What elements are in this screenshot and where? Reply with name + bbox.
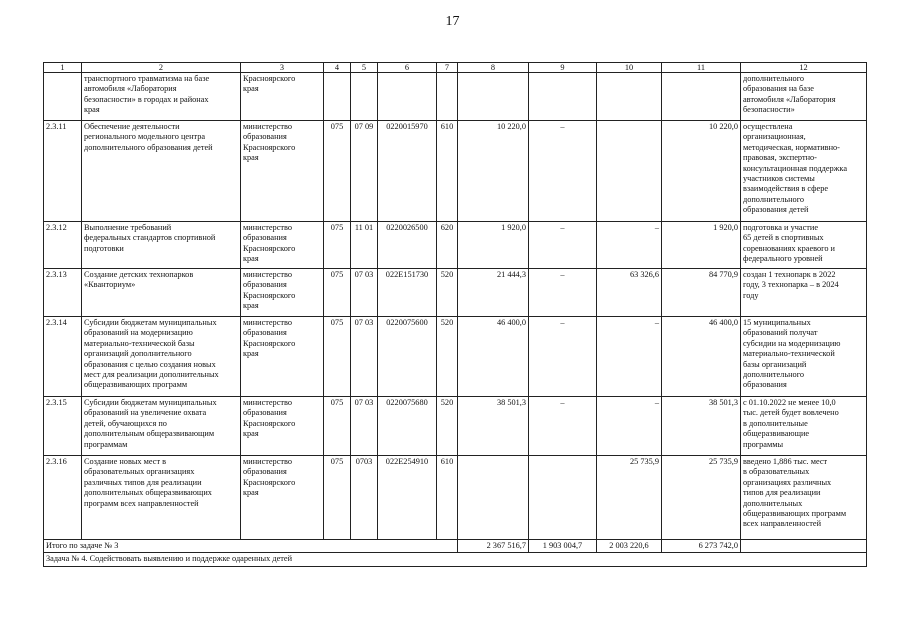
grbs-code: 075 <box>324 121 351 222</box>
column-number: 1 <box>44 63 82 73</box>
total-col-8: 2 367 516,7 <box>458 540 529 553</box>
column-number: 7 <box>437 63 458 73</box>
table-row <box>44 222 867 269</box>
total-col-12 <box>741 540 867 553</box>
amount-col-11: 84 770,9 <box>662 269 741 317</box>
grbs-code: 075 <box>324 222 351 269</box>
expense-type-code: 520 <box>437 269 458 317</box>
amount-col-11: 46 400,0 <box>662 317 741 397</box>
measure-name: Создание новых мест в образовательных организациях различных типов для реализации дополнительных общеразвивающих программ всех направленностей <box>82 456 241 540</box>
measure-name: транспортного травматизма на базе автомобиля «Лаборатория безопасности» в городах и районах края <box>82 73 241 121</box>
amount-col-9: – <box>529 397 597 456</box>
target-item-code: 0220026500 <box>378 222 437 269</box>
amount-col-8: 38 501,3 <box>458 397 529 456</box>
table-row <box>44 73 867 121</box>
table-row <box>44 121 867 222</box>
table-row <box>44 269 867 317</box>
target-item-code: 0220075600 <box>378 317 437 397</box>
column-number: 9 <box>529 63 597 73</box>
expense-type-code: 610 <box>437 121 458 222</box>
section-code: 07 09 <box>351 121 378 222</box>
amount-col-10: 25 735,9 <box>597 456 662 540</box>
column-number: 6 <box>378 63 437 73</box>
column-number: 12 <box>741 63 867 73</box>
executor: Красноярского края <box>241 73 324 121</box>
measure-name: Субсидии бюджетам муниципальных образований на увеличение охвата детей, обучающихся по дополнительным общеразвивающим программам <box>82 397 241 456</box>
amount-col-11: 10 220,0 <box>662 121 741 222</box>
target-item-code: 022E151730 <box>378 269 437 317</box>
expected-result: введено 1,886 тыс. мест в образовательных организациях различных типов для реализации дополнительных общеразвивающих программ всех направленностей <box>741 456 867 540</box>
measure-name: Выполнение требований федеральных стандартов спортивной подготовки <box>82 222 241 269</box>
section-code: 07 03 <box>351 397 378 456</box>
grbs-code: 075 <box>324 317 351 397</box>
column-number: 11 <box>662 63 741 73</box>
executor: министерство образования Красноярского края <box>241 317 324 397</box>
section-code: 11 01 <box>351 222 378 269</box>
program-table <box>43 62 867 567</box>
amount-col-10: – <box>597 222 662 269</box>
measure-number: 2.3.14 <box>44 317 82 397</box>
measure-number: 2.3.15 <box>44 397 82 456</box>
measure-number: 2.3.12 <box>44 222 82 269</box>
expense-type-code: 520 <box>437 317 458 397</box>
amount-col-9: – <box>529 222 597 269</box>
section-code <box>351 73 378 121</box>
measure-number <box>44 73 82 121</box>
amount-col-8: 10 220,0 <box>458 121 529 222</box>
expected-result: подготовка и участие 65 детей в спортивных соревнованиях краевого и федерального уровней <box>741 222 867 269</box>
amount-col-11: 1 920,0 <box>662 222 741 269</box>
expected-result: 15 муниципальных образований получат субсидии на модернизацию материально-технической базы организаций дополнительного образования <box>741 317 867 397</box>
amount-col-9: – <box>529 121 597 222</box>
measure-name: Создание детских технопарков «Кванториум» <box>82 269 241 317</box>
table-row <box>44 317 867 397</box>
amount-col-8 <box>458 73 529 121</box>
expense-type-code: 620 <box>437 222 458 269</box>
executor: министерство образования Красноярского края <box>241 269 324 317</box>
expected-result: с 01.10.2022 не менее 10,0 тыс. детей будет вовлечено в дополнительные общеразвивающие программы <box>741 397 867 456</box>
column-number: 2 <box>82 63 241 73</box>
grbs-code: 075 <box>324 456 351 540</box>
amount-col-10 <box>597 73 662 121</box>
column-number-row <box>44 63 867 73</box>
expense-type-code: 610 <box>437 456 458 540</box>
target-item-code <box>378 73 437 121</box>
amount-col-11 <box>662 73 741 121</box>
total-col-9: 1 903 004,7 <box>529 540 597 553</box>
amount-col-9: – <box>529 317 597 397</box>
expense-type-code <box>437 73 458 121</box>
executor: министерство образования Красноярского края <box>241 222 324 269</box>
expense-type-code: 520 <box>437 397 458 456</box>
executor: министерство образования Красноярского края <box>241 397 324 456</box>
amount-col-10: 63 326,6 <box>597 269 662 317</box>
target-item-code: 022E254910 <box>378 456 437 540</box>
amount-col-9: – <box>529 269 597 317</box>
table-row <box>44 456 867 540</box>
amount-col-8: 21 444,3 <box>458 269 529 317</box>
amount-col-9 <box>529 73 597 121</box>
grbs-code: 075 <box>324 269 351 317</box>
amount-col-9 <box>529 456 597 540</box>
column-number: 8 <box>458 63 529 73</box>
column-number: 10 <box>597 63 662 73</box>
executor: министерство образования Красноярского края <box>241 121 324 222</box>
amount-col-10 <box>597 121 662 222</box>
measure-name: Субсидии бюджетам муниципальных образований на модернизацию материально-технической базы организаций дополнительного образования с целью создания новых мест для реализации дополнительных общеразвивающих программ <box>82 317 241 397</box>
amount-col-10: – <box>597 317 662 397</box>
amount-col-11: 38 501,3 <box>662 397 741 456</box>
expected-result: создан 1 технопарк в 2022 году, 3 технопарка – в 2024 году <box>741 269 867 317</box>
section-code: 07 03 <box>351 269 378 317</box>
column-number: 3 <box>241 63 324 73</box>
table-row <box>44 397 867 456</box>
page-number: 17 <box>445 14 460 29</box>
amount-col-8 <box>458 456 529 540</box>
column-number: 4 <box>324 63 351 73</box>
measure-number: 2.3.16 <box>44 456 82 540</box>
amount-col-8: 46 400,0 <box>458 317 529 397</box>
grbs-code: 075 <box>324 397 351 456</box>
amount-col-11: 25 735,9 <box>662 456 741 540</box>
amount-col-8: 1 920,0 <box>458 222 529 269</box>
executor: министерство образования Красноярского края <box>241 456 324 540</box>
target-item-code: 0220075680 <box>378 397 437 456</box>
section-code: 0703 <box>351 456 378 540</box>
amount-col-10: – <box>597 397 662 456</box>
total-label: Итого по задаче № 3 <box>44 540 458 553</box>
column-number: 5 <box>351 63 378 73</box>
task-row <box>44 553 867 566</box>
total-col-11: 6 273 742,0 <box>662 540 741 553</box>
section-code: 07 03 <box>351 317 378 397</box>
task-heading: Задача № 4. Содействовать выявлению и поддержке одаренных детей <box>44 553 867 566</box>
total-row <box>44 540 867 553</box>
target-item-code: 0220015970 <box>378 121 437 222</box>
measure-number: 2.3.11 <box>44 121 82 222</box>
expected-result: осуществлена организационная, методическая, нормативно- правовая, экспертно- консультационная поддержка участников системы взаимодействия в сфере дополнительного образования детей <box>741 121 867 222</box>
expected-result: дополнительного образования на базе автомобиля «Лаборатория безопасности» <box>741 73 867 121</box>
measure-name: Обеспечение деятельности регионального модельного центра дополнительного образования детей <box>82 121 241 222</box>
measure-number: 2.3.13 <box>44 269 82 317</box>
grbs-code <box>324 73 351 121</box>
total-col-10: 2 003 220,6 <box>597 540 662 553</box>
